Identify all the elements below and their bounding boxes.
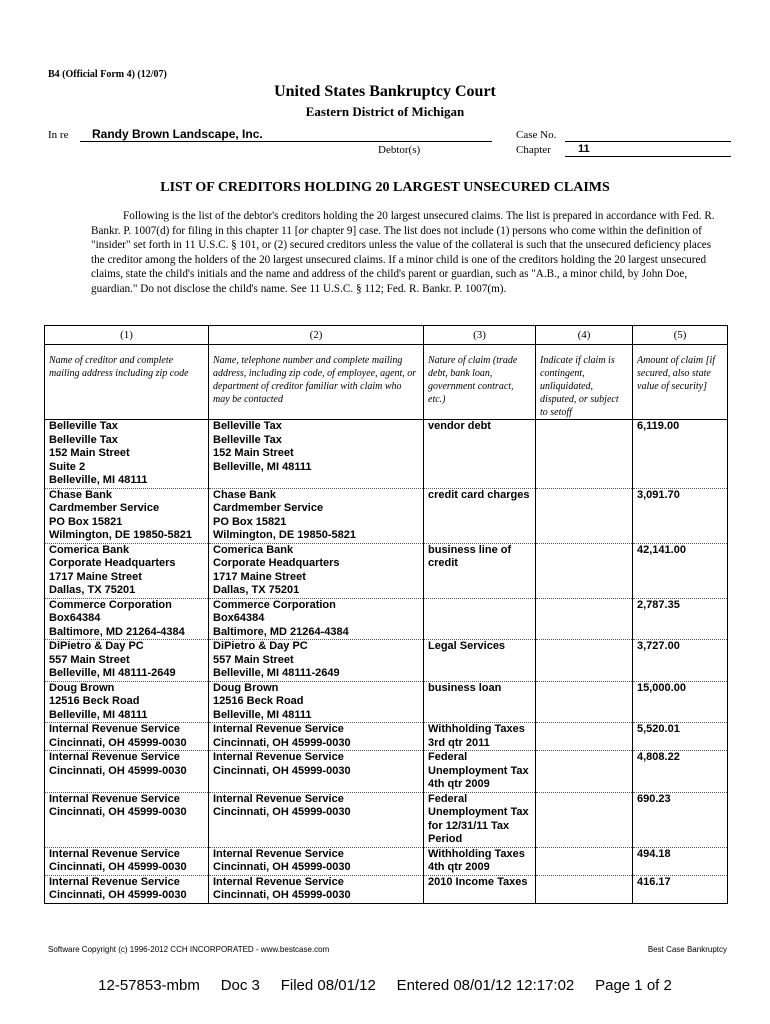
contact-address-line: Belleville Tax (213, 420, 282, 432)
claim-nature-line: credit card charges (428, 488, 530, 501)
intro-paragraph (91, 209, 719, 297)
creditors-table (44, 325, 728, 904)
claim-nature-line: Withholding Taxes (428, 723, 525, 735)
claim-amount: 6,119.00 (633, 420, 728, 489)
claim-nature-line: business loan (428, 681, 502, 694)
court-name: United States Bankruptcy Court (274, 83, 496, 100)
list-title: LIST OF CREDITORS HOLDING 20 LARGEST UNSECURED CLAIMS (160, 180, 610, 195)
intro-or-word: or (298, 224, 309, 237)
creditor-address-line: Belleville Tax (49, 433, 118, 446)
column-description: Name of creditor and complete mailing address including zip code (45, 345, 209, 420)
chapter-value: 11 (578, 143, 590, 155)
table-row (45, 751, 728, 793)
contact-address-line: Cardmember Service (213, 502, 324, 514)
contact-address (209, 723, 424, 751)
creditor-address-line: Comerica Bank (49, 543, 130, 556)
district-name: Eastern District of Michigan (305, 104, 465, 119)
column-number: (3) (424, 326, 536, 345)
creditor-address-line: Dallas, TX 75201 (49, 584, 136, 596)
contact-address (209, 875, 424, 903)
intro-part-1: Following is the list of the debtor's creditors holding the 20 largest unsecured claims. The list is prepared in accordance with Fed. R. Bankr. P. 1007(d) for filing in this chapter 11 [ (91, 210, 715, 237)
creditor-address-line: Internal Revenue Service (49, 723, 180, 735)
footer-copyright: Software Copyright (c) 1996-2012 CCH INCORPORATED - www.bestcase.com (48, 945, 330, 954)
creditor-address-line: Cincinnati, OH 45999-0030 (49, 889, 187, 901)
table-row (45, 792, 728, 847)
claim-nature-line: Withholding Taxes (428, 847, 525, 860)
column-number-row (45, 326, 728, 345)
claim-nature-line: Federal (428, 751, 468, 763)
creditor-address-line: Doug Brown (49, 681, 115, 694)
claim-nature-line: vendor debt (428, 420, 491, 432)
claim-nature (424, 751, 536, 793)
in-re-label: In re (48, 129, 69, 141)
contact-address-line: Baltimore, MD 21264-4384 (213, 625, 349, 638)
table-row (45, 488, 728, 543)
contact-address (209, 847, 424, 875)
creditor-address-line: 12516 Beck Road (49, 695, 140, 707)
footer-brand: Best Case Bankruptcy (647, 945, 727, 954)
debtor-underline (80, 141, 492, 142)
claim-nature-line: Federal (428, 792, 468, 805)
creditor-address-line: 1717 Maine Street (49, 570, 142, 583)
claim-nature (424, 598, 536, 640)
creditor-address-line: Cincinnati, OH 45999-0030 (49, 861, 187, 873)
claim-nature (424, 420, 536, 489)
contact-address-line: Internal Revenue Service (213, 847, 344, 860)
claim-nature-line: for 12/31/11 Tax (428, 819, 510, 832)
claim-nature (424, 543, 536, 598)
contact-address-line: Belleville, MI 48111 (213, 460, 312, 473)
contact-address-line: Cincinnati, OH 45999-0030 (213, 806, 351, 818)
column-description: Name, telephone number and complete mailing address, including zip code, of employee, agent, or department of creditor familiar with claim who may be contacted (209, 345, 424, 420)
contact-address (209, 420, 424, 489)
creditor-address (45, 681, 209, 723)
table-row (45, 420, 728, 489)
claim-amount: 3,727.00 (633, 640, 728, 682)
claim-nature-line: 4th qtr 2009 (428, 778, 490, 790)
creditor-address (45, 543, 209, 598)
table-row (45, 847, 728, 875)
contact-address-line: Cincinnati, OH 45999-0030 (213, 861, 351, 873)
contact-address-line: Comerica Bank (213, 543, 294, 556)
table-row (45, 875, 728, 903)
column-number: (2) (209, 326, 424, 345)
creditor-address (45, 875, 209, 903)
claim-nature-line: Unemployment Tax (428, 806, 529, 818)
claim-amount: 42,141.00 (633, 543, 728, 598)
contact-address-line: Belleville Tax (213, 433, 282, 446)
contact-address-line: Commerce Corporation (213, 598, 336, 611)
claim-amount: 5,520.01 (633, 723, 728, 751)
claim-nature-line: 2010 Income Taxes (428, 875, 528, 888)
table-row (45, 640, 728, 682)
contact-address (209, 751, 424, 793)
column-number: (1) (45, 326, 209, 345)
contact-address-line: DiPietro & Day PC (213, 640, 308, 652)
creditor-address-line: Wilmington, DE 19850-5821 (49, 529, 192, 541)
creditor-address-line: Box64384 (49, 612, 101, 624)
creditor-address-line: Internal Revenue Service (49, 792, 180, 805)
filing-stamp: 12-57853-mbm Doc 3 Filed 08/01/12 Entered 08/01/12 12:17:02 Page 1 of 2 (98, 977, 672, 994)
debtors-label: Debtor(s) (378, 144, 421, 156)
claim-indicator (536, 792, 633, 847)
creditor-address (45, 420, 209, 489)
creditor-address-line: Cincinnati, OH 45999-0030 (49, 806, 187, 818)
column-description: Indicate if claim is contingent, unliquidated, disputed, or subject to setoff (536, 345, 633, 420)
creditor-address (45, 598, 209, 640)
contact-address-line: Dallas, TX 75201 (213, 584, 300, 596)
column-description-row (45, 345, 728, 420)
claim-amount: 494.18 (633, 847, 728, 875)
claim-nature-line: Legal Services (428, 640, 506, 652)
contact-address-line: Cincinnati, OH 45999-0030 (213, 764, 351, 777)
creditor-address-line: DiPietro & Day PC (49, 640, 144, 652)
creditor-address-line: 557 Main Street (49, 653, 130, 666)
contact-address-line: 152 Main Street (213, 447, 294, 459)
claim-nature-line: Period (428, 833, 463, 845)
creditor-address-line: Chase Bank (49, 488, 112, 501)
contact-address-line: Chase Bank (213, 488, 276, 501)
claim-indicator (536, 543, 633, 598)
creditor-address-line: Baltimore, MD 21264-4384 (49, 625, 185, 638)
contact-address-line: 557 Main Street (213, 653, 294, 666)
creditor-address-line: Cincinnati, OH 45999-0030 (49, 764, 187, 777)
claim-nature-line: credit (428, 557, 458, 569)
claim-amount: 2,787.35 (633, 598, 728, 640)
table-row (45, 543, 728, 598)
contact-address-line: Belleville, MI 48111-2649 (213, 667, 340, 679)
claim-amount: 15,000.00 (633, 681, 728, 723)
creditor-address-line: Cardmember Service (49, 502, 160, 514)
creditor-rows (45, 420, 728, 904)
contact-address (209, 598, 424, 640)
creditor-address (45, 751, 209, 793)
creditor-address-line: PO Box 15821 (49, 515, 123, 528)
creditor-address (45, 640, 209, 682)
table-row (45, 681, 728, 723)
contact-address-line: Box64384 (213, 612, 265, 624)
contact-address-line: PO Box 15821 (213, 515, 287, 528)
creditor-address-line: Belleville, MI 48111-2649 (49, 667, 176, 679)
contact-address-line: Internal Revenue Service (213, 723, 344, 735)
creditor-address (45, 723, 209, 751)
intro-part-2: chapter 9] case. The list does not include (1) persons who come within the definition of "insider" set forth in 11 U.S.C. § 101, or (2) secured creditors unless the value of the collateral is such that the unsecured deficiency places the creditor among the holders of the 20 largest unsecured claims. If a minor child is one of the creditors holding the 20 largest unsecured claims, state the child's initials and the name and address of the child's parent or guardian, such as "A.B., a minor child, by John Doe, guardian." Do not disclose the child's name. See 11 U.S.C. § 112; Fed. R. Bankr. P. 1007(m). (91, 224, 712, 295)
case-no-underline (565, 141, 731, 142)
claim-indicator (536, 598, 633, 640)
creditor-address-line: 152 Main Street (49, 447, 130, 459)
creditor-address-line: Corporate Headquarters (49, 557, 176, 569)
contact-address-line: Doug Brown (213, 681, 279, 694)
contact-address (209, 792, 424, 847)
column-description: Nature of claim (trade debt, bank loan, government contract, etc.) (424, 345, 536, 420)
creditor-address (45, 488, 209, 543)
claim-indicator (536, 847, 633, 875)
creditor-address-line: Belleville, MI 48111 (49, 474, 148, 486)
creditor-address (45, 847, 209, 875)
contact-address-line: Internal Revenue Service (213, 792, 344, 805)
claim-nature (424, 640, 536, 682)
claim-nature-line: 3rd qtr 2011 (428, 736, 490, 749)
contact-address (209, 488, 424, 543)
claim-indicator (536, 420, 633, 489)
contact-address-line: 1717 Maine Street (213, 570, 306, 583)
creditor-address-line: Suite 2 (49, 460, 86, 473)
contact-address-line: Cincinnati, OH 45999-0030 (213, 736, 351, 749)
creditor-address-line: Cincinnati, OH 45999-0030 (49, 736, 187, 749)
form-identifier: B4 (Official Form 4) (12/07) (48, 69, 167, 80)
creditor-address (45, 792, 209, 847)
column-number: (5) (633, 326, 728, 345)
contact-address-line: Internal Revenue Service (213, 875, 344, 888)
claim-nature (424, 792, 536, 847)
contact-address-line: Wilmington, DE 19850-5821 (213, 529, 356, 541)
contact-address-line: Cincinnati, OH 45999-0030 (213, 889, 351, 901)
chapter-label: Chapter (516, 144, 551, 156)
creditor-address-line: Belleville, MI 48111 (49, 708, 148, 721)
claim-nature (424, 723, 536, 751)
claim-amount: 3,091.70 (633, 488, 728, 543)
table-row (45, 723, 728, 751)
claim-indicator (536, 875, 633, 903)
case-no-label: Case No. (516, 129, 557, 141)
claim-nature-line: 4th qtr 2009 (428, 861, 490, 873)
column-description: Amount of claim [if secured, also state value of security] (633, 345, 728, 420)
table-row (45, 598, 728, 640)
claim-indicator (536, 640, 633, 682)
claim-amount: 4,808.22 (633, 751, 728, 793)
claim-nature-line: Unemployment Tax (428, 764, 529, 777)
claim-indicator (536, 488, 633, 543)
contact-address-line: 12516 Beck Road (213, 695, 304, 707)
creditor-address-line: Internal Revenue Service (49, 875, 180, 888)
contact-address (209, 640, 424, 682)
contact-address (209, 543, 424, 598)
claim-nature (424, 681, 536, 723)
claim-indicator (536, 751, 633, 793)
claim-nature-line: business line of (428, 543, 512, 556)
claim-nature (424, 875, 536, 903)
contact-address-line: Belleville, MI 48111 (213, 708, 312, 721)
debtor-name: Randy Brown Landscape, Inc. (92, 127, 263, 141)
contact-address-line: Internal Revenue Service (213, 751, 344, 763)
claim-indicator (536, 681, 633, 723)
chapter-underline (565, 156, 731, 157)
contact-address (209, 681, 424, 723)
creditor-address-line: Belleville Tax (49, 420, 118, 432)
creditor-address-line: Internal Revenue Service (49, 847, 180, 860)
column-number: (4) (536, 326, 633, 345)
claim-amount: 416.17 (633, 875, 728, 903)
claim-nature (424, 847, 536, 875)
creditor-address-line: Commerce Corporation (49, 598, 172, 611)
claim-indicator (536, 723, 633, 751)
contact-address-line: Corporate Headquarters (213, 557, 340, 569)
creditor-address-line: Internal Revenue Service (49, 751, 180, 763)
claim-nature (424, 488, 536, 543)
claim-amount: 690.23 (633, 792, 728, 847)
